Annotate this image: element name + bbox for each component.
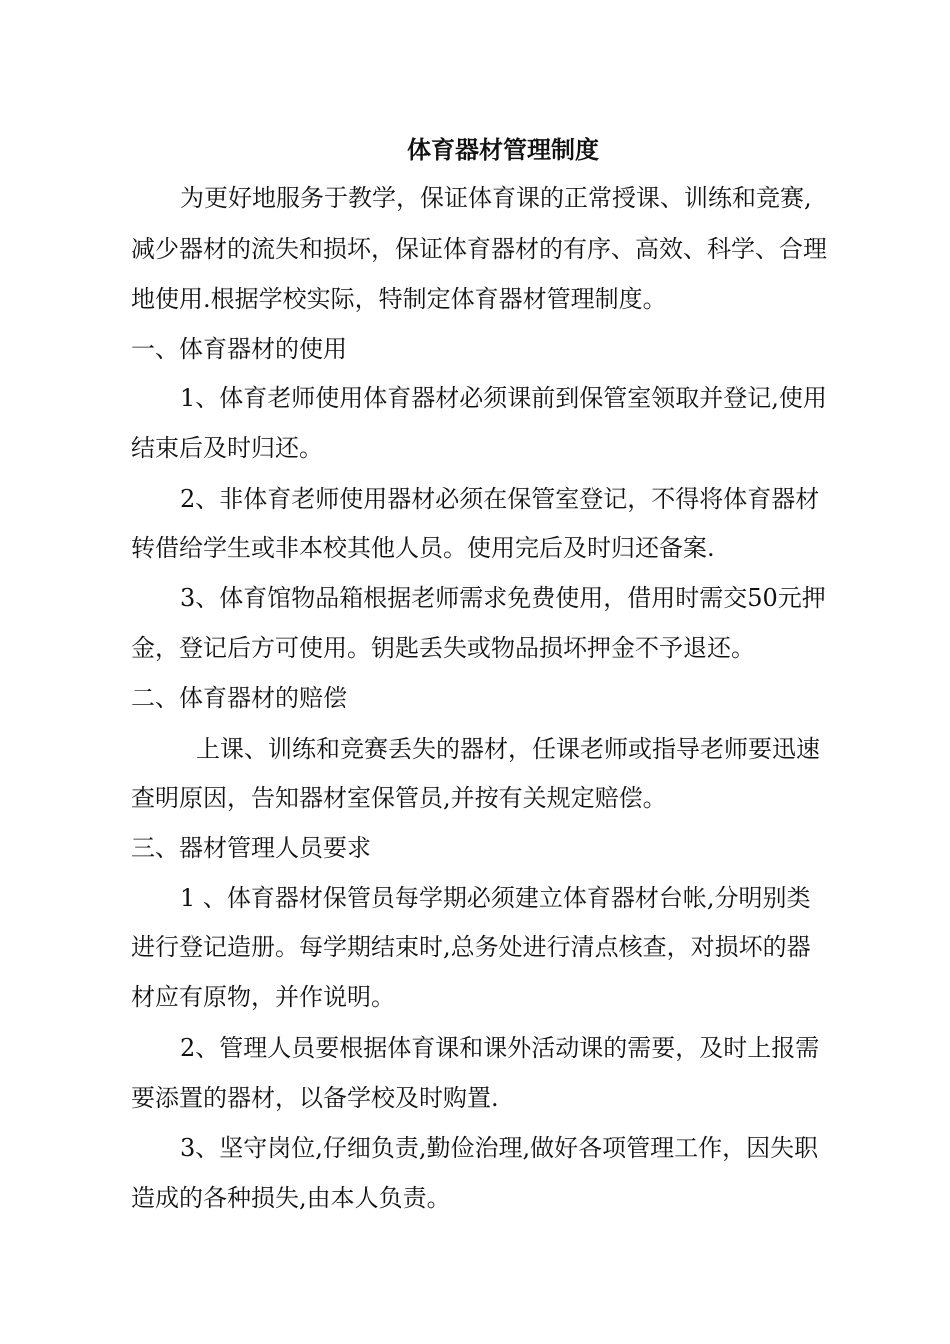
paragraph-line: 为更好地服务于教学，保证体育课的正常授课、训练和竞赛, [180, 184, 812, 212]
paragraph-line: 3、体育馆物品箱根据老师需求免费使用，借用时需交50元押 [180, 584, 826, 612]
paragraph-line: 造成的各种损失,由本人负责。 [131, 1184, 451, 1212]
paragraph-line: 3、坚守岗位,仔细负责,勤俭治理,做好各项管理工作，因失职 [180, 1134, 819, 1162]
paragraph-line: 上课、训练和竞赛丢失的器材，任课老师或指导老师要迅速 [196, 735, 820, 763]
paragraph-line: 2、管理人员要根据体育课和课外活动课的需要，及时上报需 [180, 1034, 820, 1062]
paragraph-line: 金，登记后方可使用。钥匙丢失或物品损坏押金不予退还。 [131, 634, 755, 662]
section-heading: 二、体育器材的赔偿 [131, 684, 347, 712]
paragraph-line: 转借给学生或非本校其他人员。使用完后及时归还备案. [131, 534, 715, 562]
paragraph-line: 结束后及时归还。 [131, 434, 323, 462]
paragraph-line: 进行登记造册。每学期结束时,总务处进行清点核查，对损坏的器 [131, 933, 811, 961]
paragraph-line: 1 、体育器材保管员每学期必须建立体育器材台帐,分明别类 [180, 884, 811, 912]
paragraph-line: 2、非体育老师使用器材必须在保管室登记，不得将体育器材 [180, 485, 820, 513]
paragraph-line: 材应有原物，并作说明。 [131, 983, 395, 1011]
paragraph-line: 减少器材的流失和损坏，保证体育器材的有序、高效、科学、合理 [131, 235, 827, 263]
section-heading: 一、体育器材的使用 [131, 335, 347, 363]
paragraph-line: 1、体育老师使用体育器材必须课前到保管室领取并登记,使用 [180, 384, 827, 412]
paragraph-line: 要添置的器材，以备学校及时购置. [131, 1084, 499, 1112]
paragraph-line: 查明原因，告知器材室保管员,并按有关规定赔偿。 [131, 784, 667, 812]
document-title: 体育器材管理制度 [407, 136, 599, 164]
section-heading: 三、器材管理人员要求 [131, 834, 371, 862]
paragraph-line: 地使用.根据学校实际，特制定体育器材管理制度。 [131, 285, 667, 313]
